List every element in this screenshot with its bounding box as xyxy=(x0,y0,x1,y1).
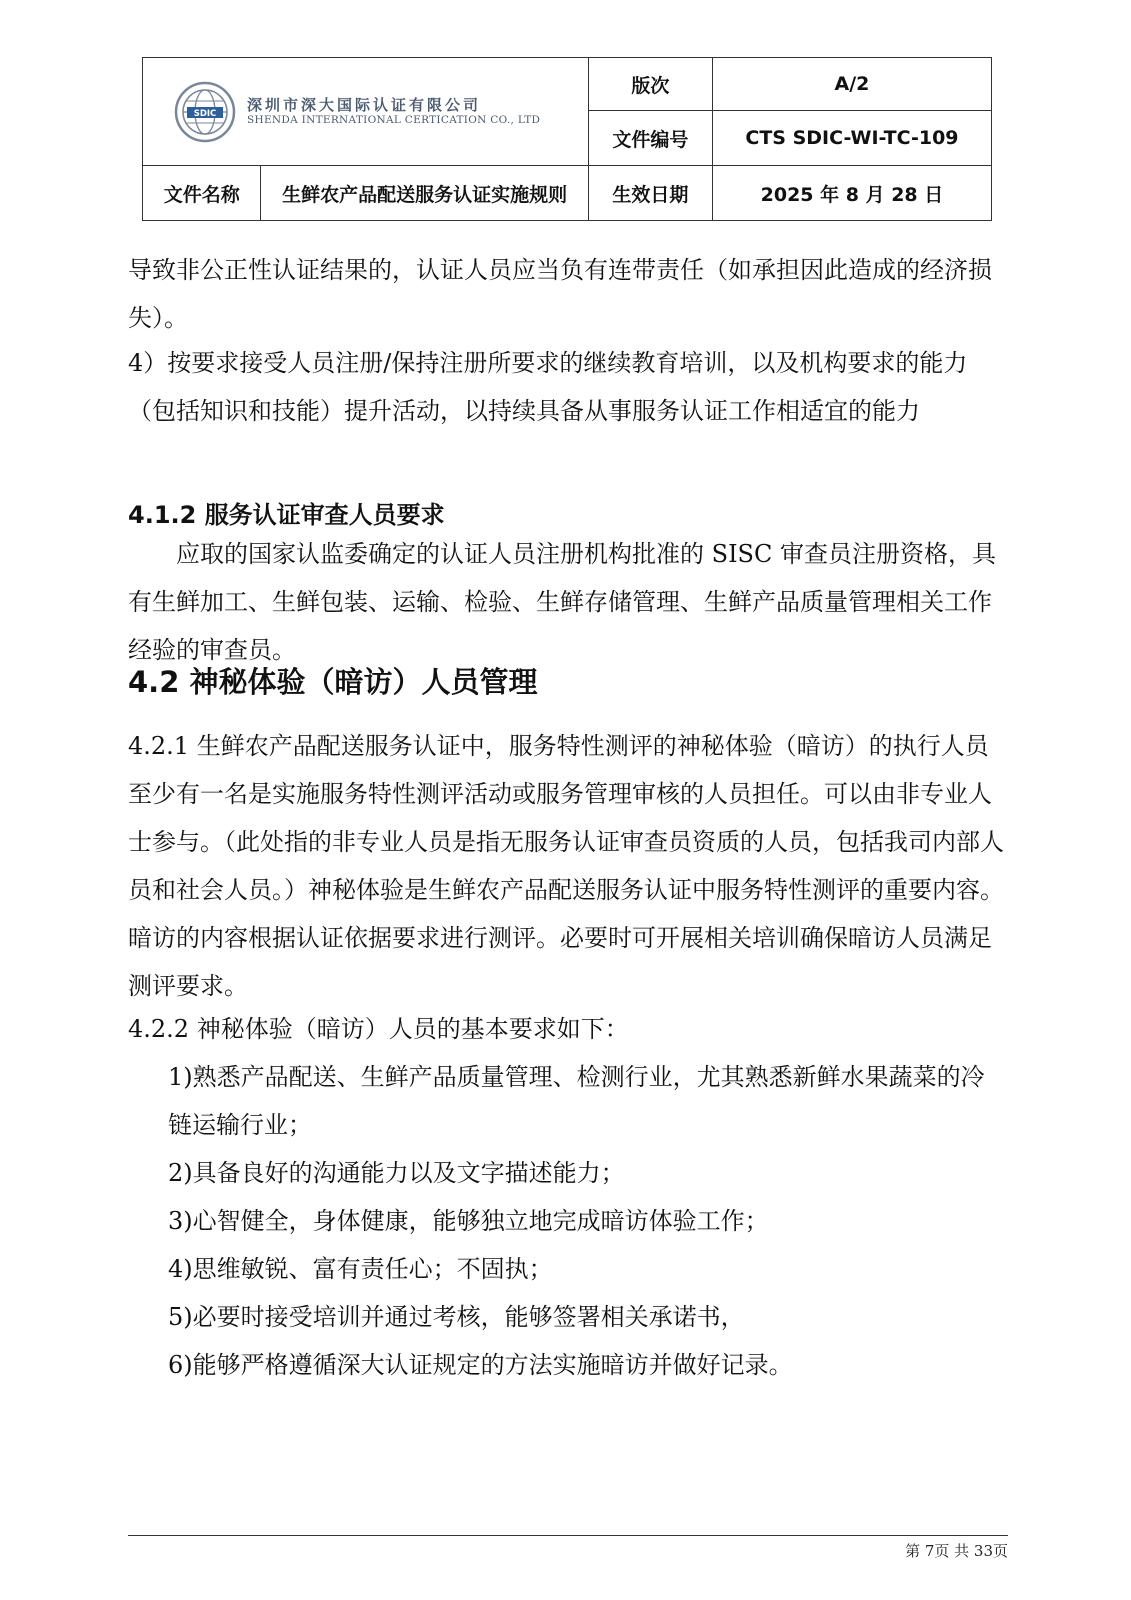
paragraph-4-2-2: 4.2.2 神秘体验（暗访）人员的基本要求如下： xyxy=(128,1015,629,1043)
doc-number-label: 文件编号 xyxy=(588,111,712,166)
logo-abbr: SDIC xyxy=(193,108,217,119)
doc-name-label: 文件名称 xyxy=(143,166,261,221)
version-value: A/2 xyxy=(712,58,991,111)
company-name-en: SHENDA INTERNATIONAL CERTICATION CO., LTD xyxy=(247,114,541,127)
company-name-cn: 深圳市深大国际认证有限公司 xyxy=(247,95,482,114)
section-heading-4-2: 4.2 神秘体验（暗访）人员管理 xyxy=(128,665,538,699)
list-item: 1)熟悉产品配送、生鲜产品质量管理、检测行业，尤其熟悉新鲜水果蔬菜的冷链运输行业； xyxy=(168,1063,985,1139)
page-number: 第 7页 共 33页 xyxy=(905,1542,1008,1560)
paragraph-4-2-1: 4.2.1 生鲜农产品配送服务认证中，服务特性测评的神秘体验（暗访）的执行人员至少有一名是实施服务特性测评活动或服务管理审核的人员担任。可以由非专业人士参与。（此处指的非专业人员是指无服务认证审查员资质的人员，包括我司内部人员和社会人员。）神秘体验是生鲜农产品配送服务认证中服务特性测评的重要内容。暗访的内容根据认证依据要求进行测评。必要时可开展相关培训确保暗访人员满足测评要求。 xyxy=(128,732,1004,1000)
paragraph-liability: 导致非公正性认证结果的，认证人员应当负有连带责任（如承担因此造成的经济损失）。 xyxy=(128,256,992,332)
header-table xyxy=(142,57,992,221)
list-item: 3)心智健全，身体健康，能够独立地完成暗访体验工作； xyxy=(168,1207,769,1235)
doc-number-value: CTS SDIC-WI-TC-109 xyxy=(712,111,991,166)
version-label: 版次 xyxy=(588,58,712,111)
list-item: 2)具备良好的沟通能力以及文字描述能力； xyxy=(168,1159,625,1187)
company-logo-cell xyxy=(143,58,589,166)
footer-divider xyxy=(128,1535,1008,1536)
doc-name-value: 生鲜农产品配送服务认证实施规则 xyxy=(261,166,588,221)
globe-logo-icon xyxy=(173,80,243,144)
effective-date-label: 生效日期 xyxy=(588,166,712,221)
list-item: 6)能够严格遵循深大认证规定的方法实施暗访并做好记录。 xyxy=(168,1351,793,1379)
paragraph-training: 4）按要求接受人员注册/保持注册所要求的继续教育培训，以及机构要求的能力（包括知识和技能）提升活动，以持续具备从事服务认证工作相适宜的能力 xyxy=(128,349,968,425)
paragraph-auditor-requirements: 应取的国家认监委确定的认证人员注册机构批准的 SISC 审查员注册资格，具有生鲜加工、生鲜包装、运输、检验、生鲜存储管理、生鲜产品质量管理相关工作经验的审查员。 xyxy=(128,540,996,664)
effective-date-value: 2025 年 8 月 28 日 xyxy=(712,166,991,221)
section-heading-4-1-2: 4.1.2 服务认证审查人员要求 xyxy=(128,501,445,529)
list-item: 4)思维敏锐、富有责任心；不固执； xyxy=(168,1255,553,1283)
list-item: 5)必要时接受培训并通过考核，能够签署相关承诺书， xyxy=(168,1303,745,1331)
